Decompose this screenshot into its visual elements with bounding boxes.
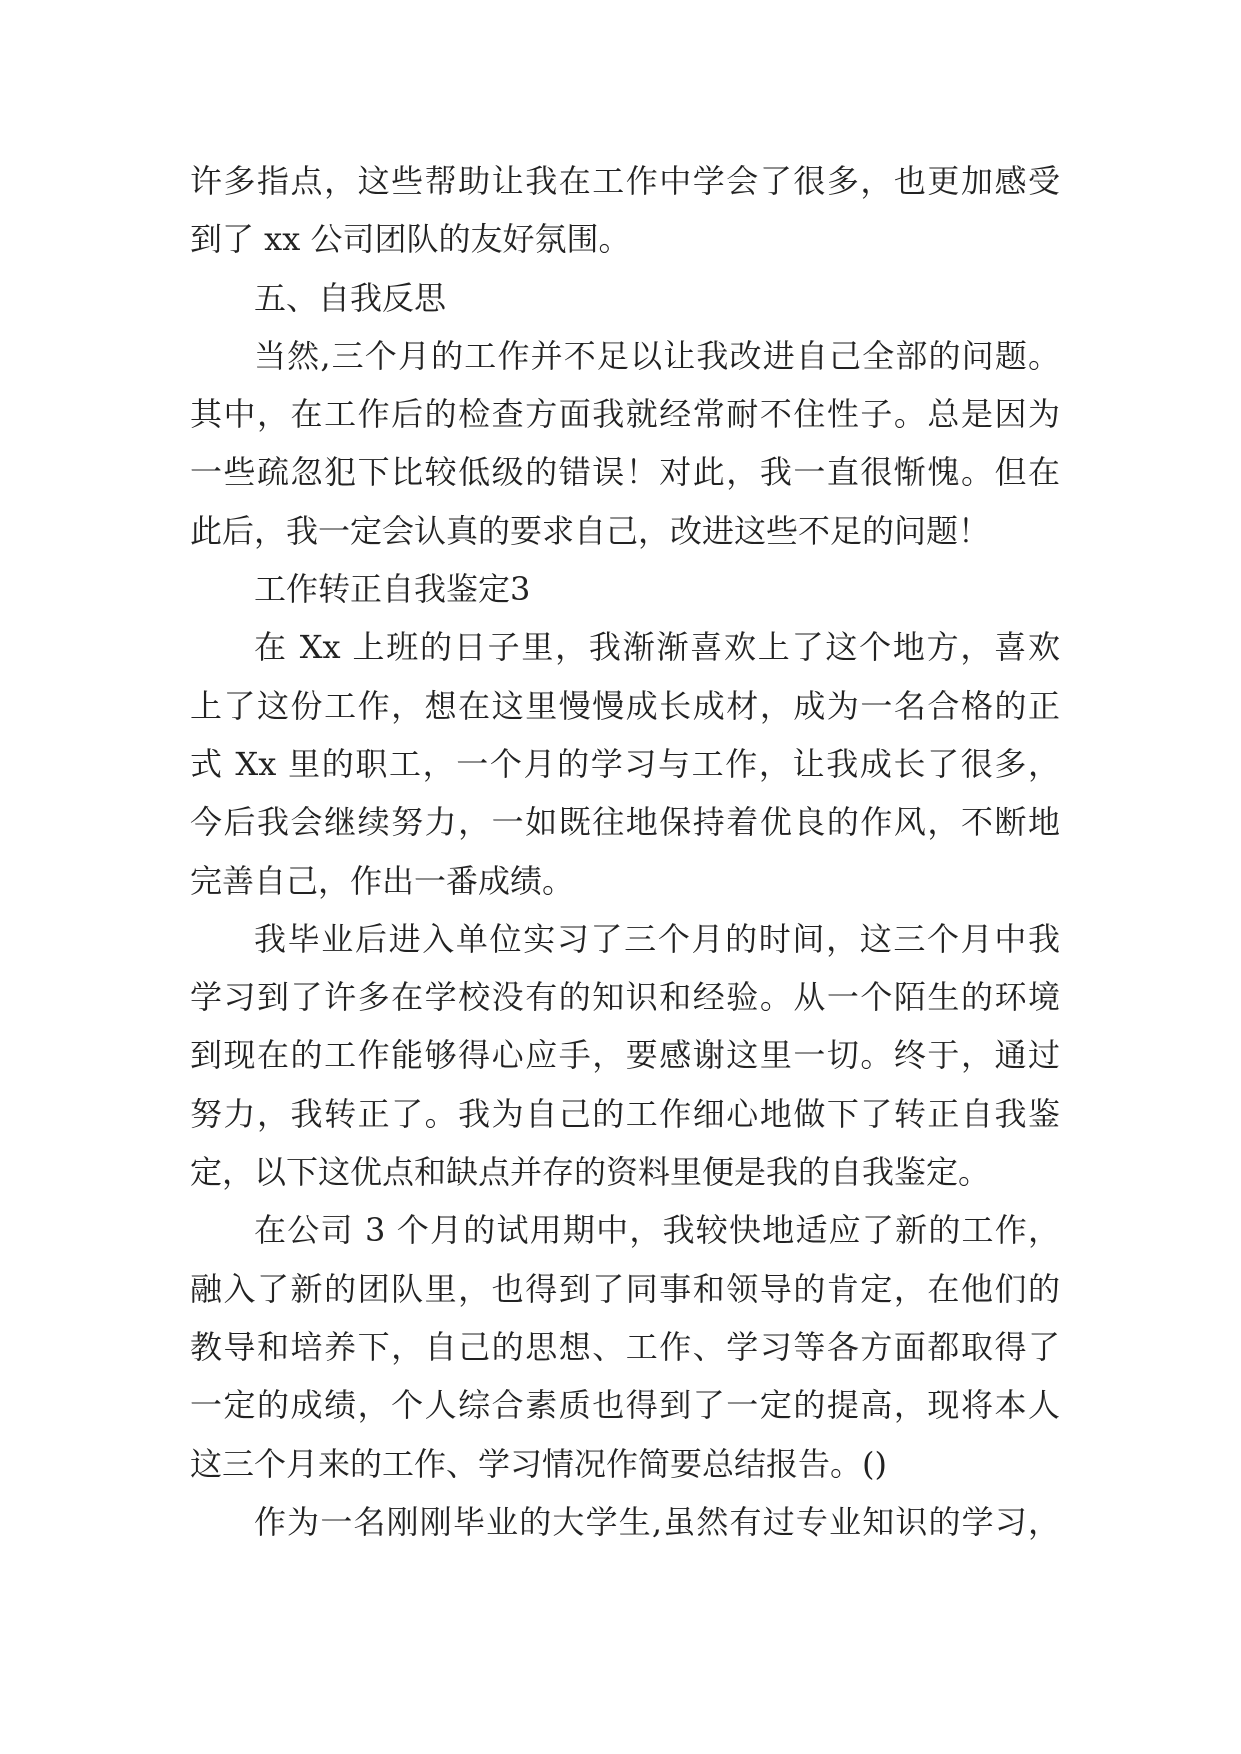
text-line-22: 一定的成绩，个人综合素质也得到了一定的提高，现将本人: [190, 1386, 1060, 1425]
text-line-12: 今后我会继续努力，一如既往地保持着优良的作风，不断地: [190, 803, 1060, 842]
text-line-1: 许多指点，这些帮助让我在工作中学会了很多，也更加感受: [190, 162, 1060, 200]
text-line-2: 到了 xx 公司团队的友好氛围。: [190, 220, 631, 259]
text-line-5: 其中，在工作后的检查方面我就经常耐不住性子。总是因为: [190, 395, 1060, 434]
text-line-9: 在 Xx 上班的日子里，我渐渐喜欢上了这个地方，喜欢: [254, 628, 1060, 667]
text-line-10: 上了这份工作，想在这里慢慢成长成材，成为一名合格的正: [190, 686, 1060, 725]
text-line-15: 学习到了许多在学校没有的知识和经验。从一个陌生的环境: [190, 978, 1060, 1017]
text-line-13: 完善自己，作出一番成绩。: [190, 861, 575, 900]
text-line-16: 到现在的工作能够得心应手，要感谢这里一切。终于，通过: [190, 1036, 1060, 1075]
text-line-24: 作为一名刚刚毕业的大学生,虽然有过专业知识的学习，: [254, 1502, 1060, 1541]
text-line-7: 此后，我一定会认真的要求自己，改进这些不足的问题！: [190, 511, 991, 550]
document-body: [190, 152, 1060, 1551]
section-heading-reflection: 五、自我反思: [254, 278, 447, 317]
text-line-21: 教导和培养下，自己的思想、工作、学习等各方面都取得了: [190, 1327, 1060, 1366]
text-line-11: 式 Xx 里的职工，一个月的学习与工作，让我成长了很多，: [190, 744, 1060, 783]
text-line-23: 这三个月来的工作、学习情况作简要总结报告。(): [190, 1444, 887, 1483]
text-line-4: 当然,三个月的工作并不足以让我改进自己全部的问题。: [254, 336, 1060, 375]
text-line-18: 定，以下这优点和缺点并存的资料里便是我的自我鉴定。: [190, 1153, 991, 1192]
text-line-6: 一些疏忽犯下比较低级的错误！对此，我一直很惭愧。但在: [190, 453, 1060, 492]
text-line-14: 我毕业后进入单位实习了三个月的时间，这三个月中我: [254, 919, 1060, 958]
text-line-19: 在公司 3 个月的试用期中，我较快地适应了新的工作，: [254, 1211, 1060, 1250]
section-heading-appraisal-3: 工作转正自我鉴定3: [254, 570, 531, 609]
text-line-20: 融入了新的团队里，也得到了同事和领导的肯定，在他们的: [190, 1269, 1060, 1308]
text-line-17: 努力，我转正了。我为自己的工作细心地做下了转正自我鉴: [190, 1094, 1060, 1133]
